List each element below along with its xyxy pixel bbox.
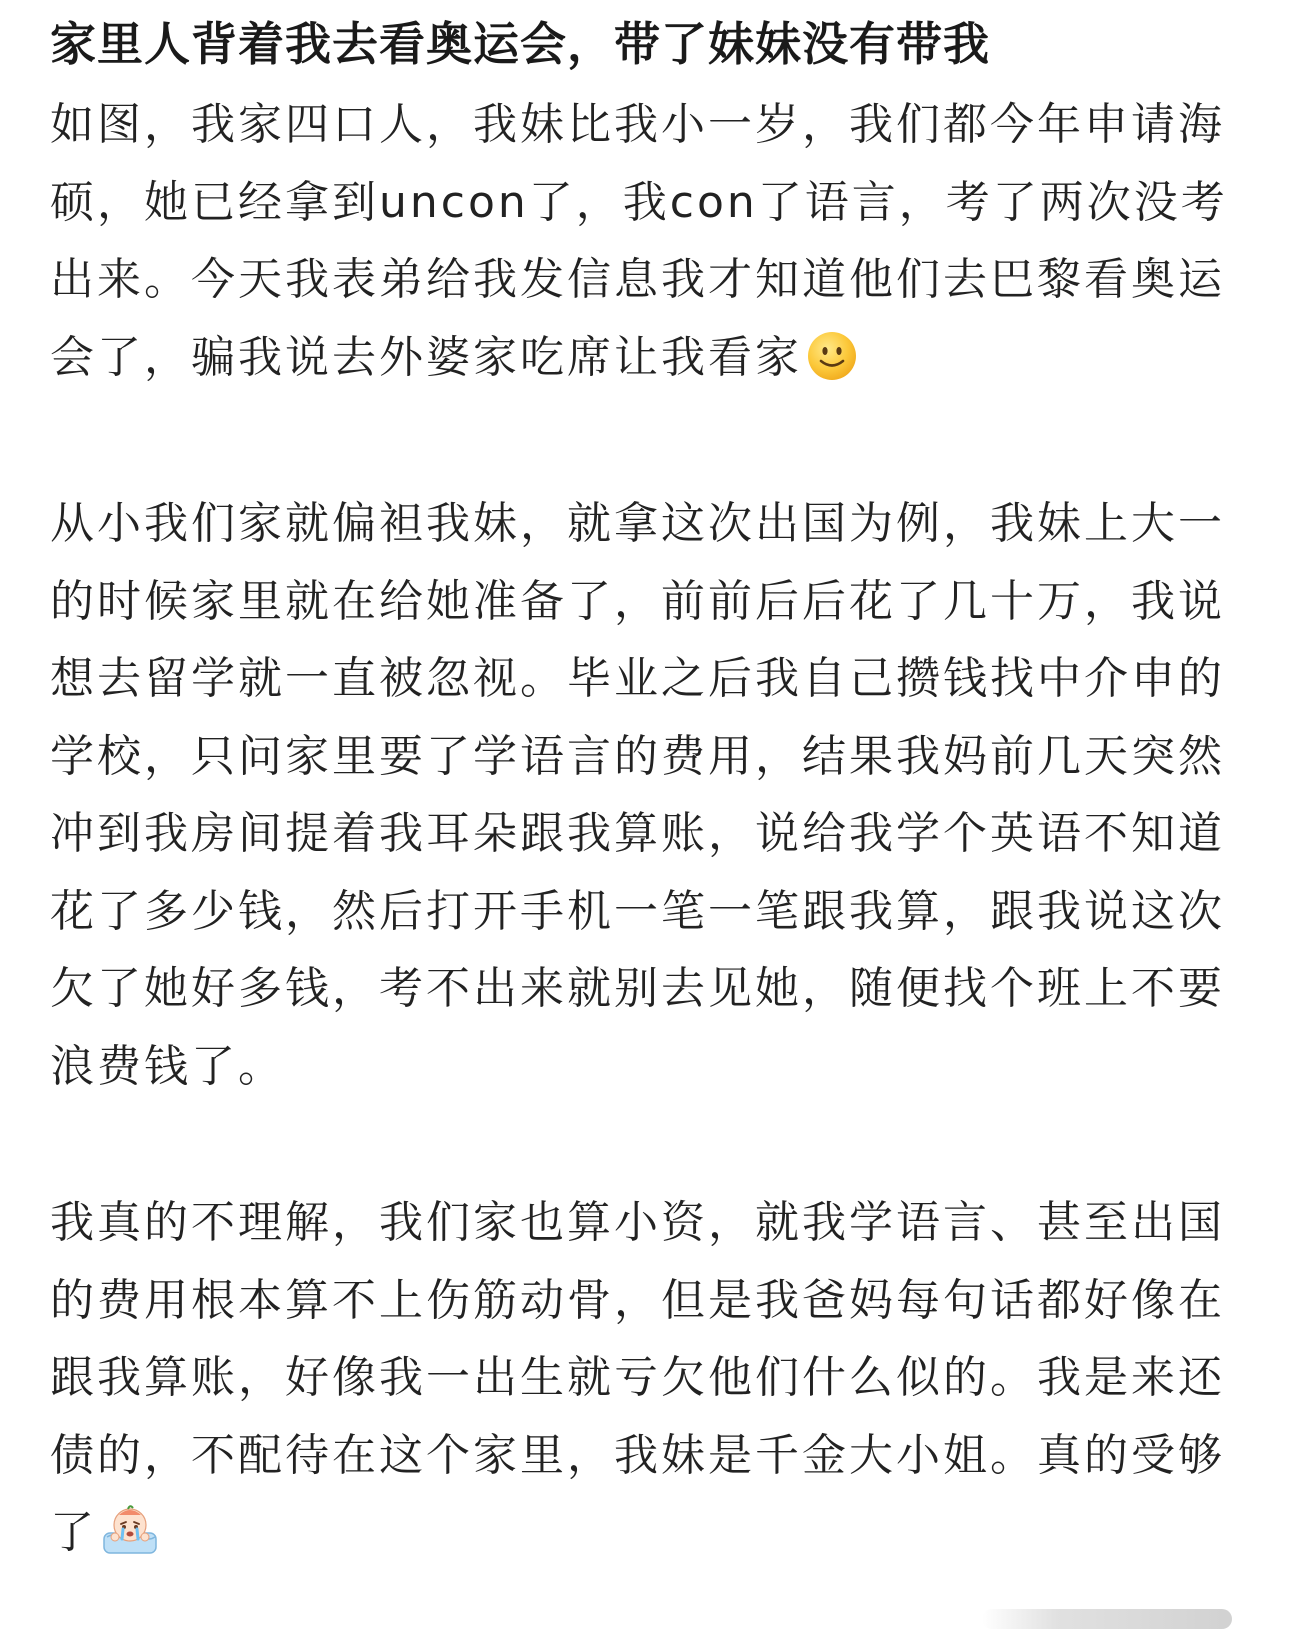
post-paragraph-2: 从小我们家就偏袒我妹，就拿这次出国为例，我妹上大一的时候家里就在给她准备了，前前后后花了几十万，我说想去留学就一直被忽视。毕业之后我自己攒钱找中介申的学校，只问家里要了学语言的费用，结果我妈前几天突然冲到我房间提着我耳朵跟我算账，说给我学个英语不知道花了多少钱，然后打开手机一笔一笔跟我算，跟我说这次欠了她好多钱，考不出来就别去见她，随便找个班上不要浪费钱了。	[50, 498, 1225, 1092]
watermark-bar	[982, 1609, 1232, 1629]
paragraph-3-text: 我真的不理解，我们家也算小资，就我学语言、甚至出国的费用根本算不上伤筋动骨，但是我爸妈每句话都好像在跟我算账，好像我一出生就亏欠他们什么似的。我是来还债的，不配待在这个家里，我妹是千金大小姐。真的受够了	[50, 1197, 1225, 1558]
paragraph-1-text: 如图，我家四口人，我妹比我小一岁，我们都今年申请海硕，她已经拿到uncon了，我con了语言，考了两次没考出来。今天我表弟给我发信息我才知道他们去巴黎看奥运会了，骗我说去外婆家吃席让我看家	[50, 99, 1228, 383]
crying-emoji-icon	[101, 1503, 159, 1582]
watermark	[982, 1606, 1232, 1632]
post-paragraph-1	[50, 86, 1230, 406]
post-paragraph-3	[50, 1184, 1230, 1582]
paragraph-gap	[50, 1105, 1230, 1184]
post-title: 家里人背着我去看奥运会，带了妹妹没有带我	[50, 17, 990, 71]
paragraph-gap	[50, 406, 1230, 485]
smile-emoji-icon	[806, 329, 858, 407]
